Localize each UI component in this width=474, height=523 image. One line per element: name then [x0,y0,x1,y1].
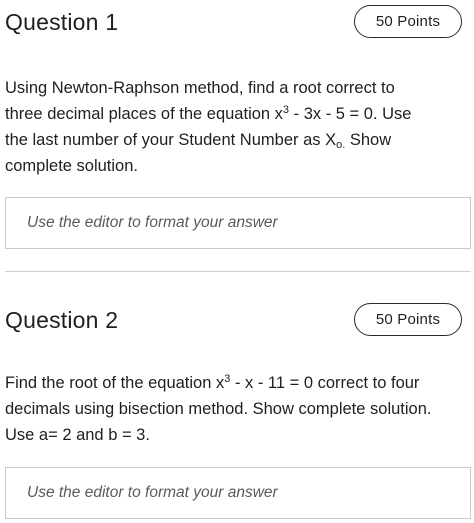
question-2-points-badge: 50 Points [354,303,462,336]
prompt-text: - 3x - 5 = 0. Use [289,105,412,123]
exponent: 3 [224,373,231,385]
answer-editor-placeholder: Use the editor to format your answer [27,214,278,231]
question-1-prompt [5,75,471,179]
question-2-prompt-line: Use a= 2 and b = 3. [5,426,150,444]
prompt-text: the last number of your Student Number as X [5,131,337,149]
question-1-prompt-line [5,127,471,153]
question-2-answer-editor[interactable] [5,467,471,519]
prompt-text: Find the root of the equation x [5,374,225,392]
subscript: o. [336,139,346,151]
prompt-text: Show [345,131,392,149]
question-1-prompt-line: Using Newton-Raphson method, find a root correct to [5,79,395,97]
question-divider [5,271,471,272]
question-2-title: Question 2 [5,307,119,333]
question-1-prompt-line: complete solution. [5,157,138,175]
question-2-prompt [5,370,471,448]
question-1-title: Question 1 [5,9,119,35]
question-2-prompt-line [5,370,471,396]
prompt-text: three decimal places of the equation x [5,105,283,123]
question-1-prompt-line [5,101,471,127]
question-1-points-badge: 50 Points [354,5,462,38]
exponent: 3 [282,104,290,116]
prompt-text: - x - 11 = 0 correct to four [230,374,420,392]
answer-editor-placeholder: Use the editor to format your answer [27,484,278,501]
question-1-answer-editor[interactable] [5,197,471,249]
question-2-prompt-line: decimals using bisection method. Show complete solution. [5,400,432,418]
